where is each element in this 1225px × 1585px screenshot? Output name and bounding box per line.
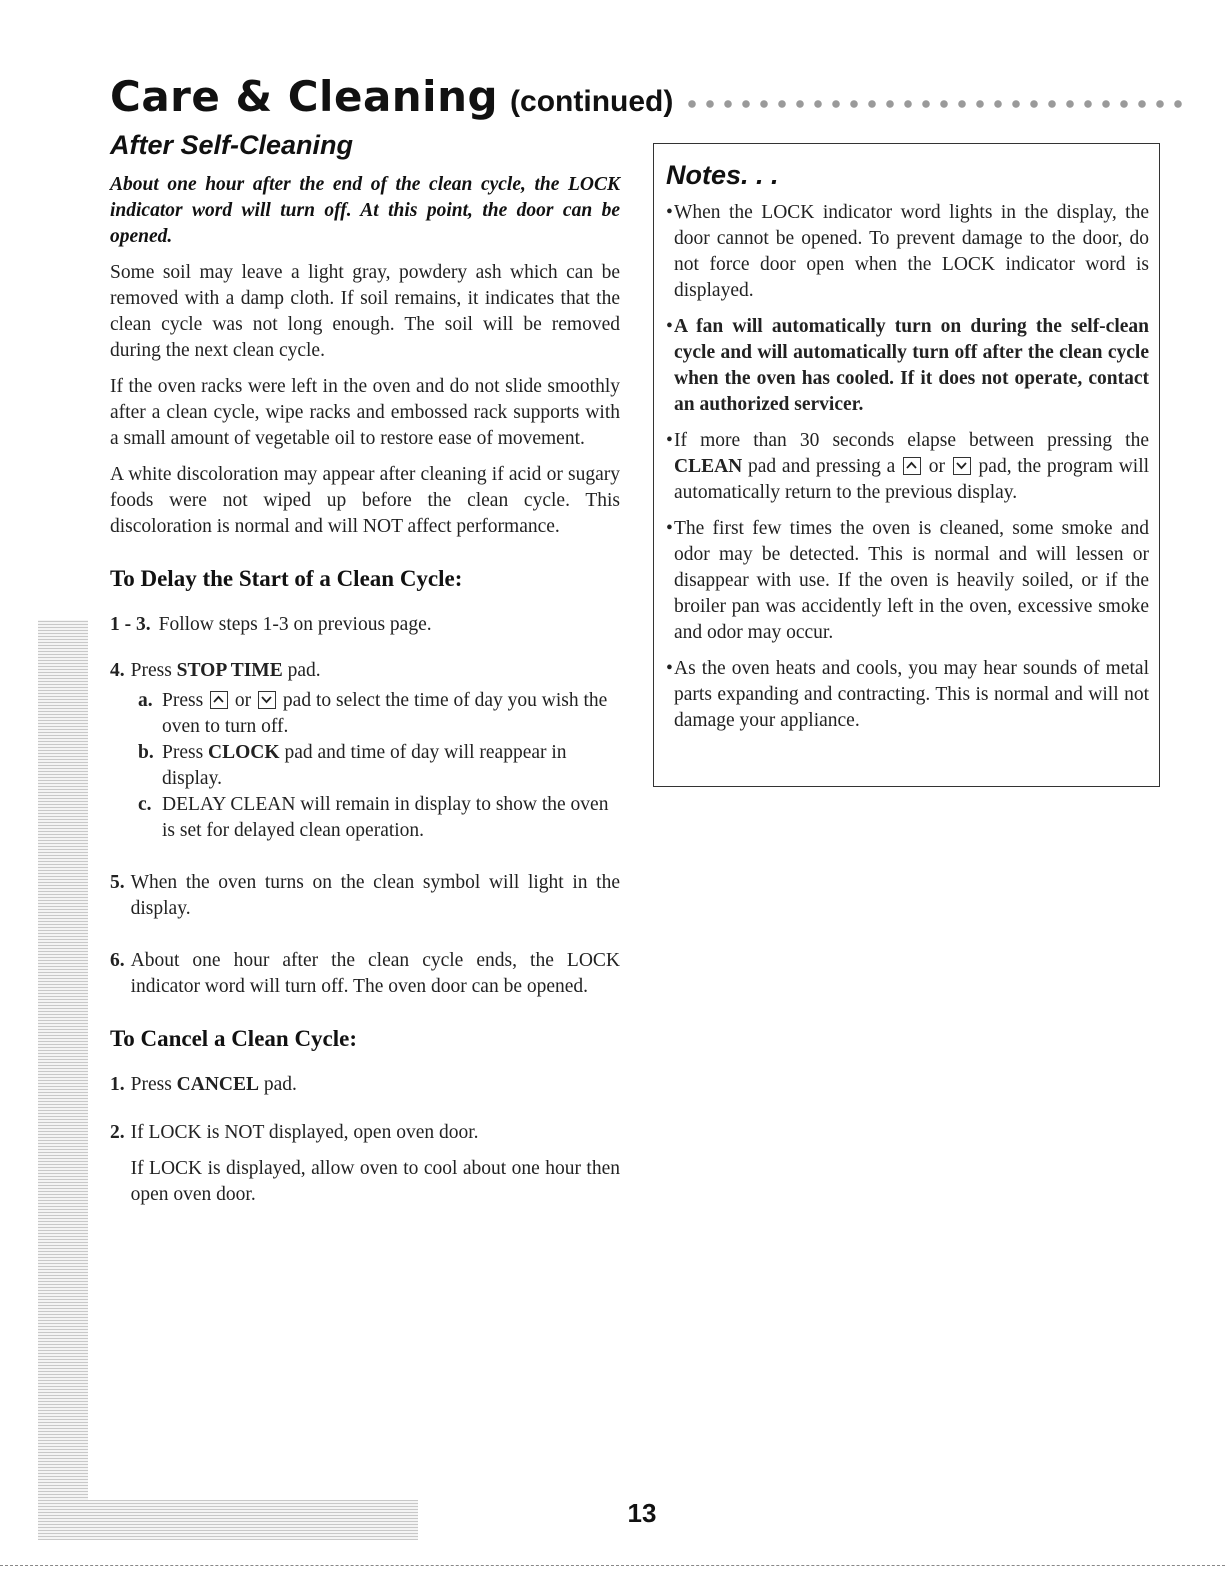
section-title-after-self-cleaning: After Self-Cleaning <box>110 130 354 160</box>
note-text-post: pad, the program will automatically return to the previous display. <box>674 456 1150 503</box>
chevron-up-icon <box>903 457 921 475</box>
decorative-side-strip <box>38 620 88 1540</box>
step-text: About one hour after the clean cycle ends, the LOCK indicator word will turn off. The oven door can be opened. <box>130 950 620 997</box>
step-text-post: pad. <box>282 660 321 681</box>
decorative-bottom-strip <box>38 1500 418 1540</box>
paragraph-racks: If the oven racks were left in the oven and do not slide smoothly after a clean cycle, wipe racks and embossed rack supports with a small amount of vegetable oil to restore ease of movement. <box>110 376 620 449</box>
substep-text-post: pad to select the time of day you wish the oven to turn off. <box>162 690 608 737</box>
bullet: • <box>666 518 673 539</box>
note-item <box>666 314 1149 418</box>
step-number: 1 - 3. <box>110 614 151 635</box>
stop-time-pad-label: STOP TIME <box>176 660 283 681</box>
bullet: • <box>666 658 673 679</box>
title-dot-leader <box>683 98 1190 110</box>
note-item <box>666 428 1149 506</box>
substep-letter: b. <box>138 742 154 763</box>
step-text <box>131 658 620 684</box>
section-title-delay-clean: To Delay the Start of a Clean Cycle: <box>110 566 463 591</box>
note-text-mid: pad and pressing a <box>742 456 896 477</box>
note-text-pre: If more than 30 seconds elapse between pressing the <box>674 430 1149 451</box>
chevron-up-icon <box>210 691 228 709</box>
note-item <box>666 516 1149 646</box>
notes-title: Notes. . . <box>666 160 779 190</box>
step-number: 2. <box>110 1122 125 1143</box>
clean-pad-label: CLEAN <box>674 456 743 477</box>
note-text <box>674 428 1149 506</box>
page-subtitle: (continued) <box>510 85 674 118</box>
step-number: 1. <box>110 1074 125 1095</box>
step-text <box>131 1072 620 1098</box>
step-text-post: pad. <box>259 1074 297 1095</box>
substep-text-or: or <box>234 690 252 711</box>
bullet: • <box>666 202 673 223</box>
substep-letter: a. <box>138 690 153 711</box>
lead-paragraph: About one hour after the end of the clean cycle, the LOCK indicator word will turn off. At this point, the door can be opened. <box>110 174 620 247</box>
note-item <box>666 656 1149 734</box>
step-text-line: If LOCK is NOT displayed, open oven door. <box>130 1122 479 1143</box>
step-5 <box>110 870 620 922</box>
paragraph-ash: Some soil may leave a light gray, powdery ash which can be removed with a damp cloth. If soil remains, it indicates that the clean cycle was not long enough. The soil will be removed during the next clean cycle. <box>110 262 620 361</box>
note-text: A fan will automatically turn on during the self-clean cycle and will automatically turn off after the clean cycle when the oven has cooled. If it does not operate, contact an authorized servicer. <box>674 316 1149 415</box>
substep-text-post: pad and time of day will reappear in display. <box>162 742 567 789</box>
step-text-pre: Press <box>130 660 177 681</box>
substep-b <box>138 740 620 792</box>
substep-text: DELAY CLEAN will remain in display to show the oven is set for delayed clean operation. <box>162 794 609 841</box>
cancel-step-2 <box>110 1120 620 1208</box>
paragraph-discoloration: A white discoloration may appear after cleaning if acid or sugary foods were not wiped up before the clean cycle. This discoloration is normal and will NOT affect performance. <box>110 464 620 537</box>
note-text: The first few times the oven is cleaned, some smoke and odor may be detected. This is normal and will lessen or disappear with use. If the oven is heavily soiled, or if the broiler pan was accidently left in the oven, excessive smoke and odor may occur. <box>674 518 1149 643</box>
note-text: As the oven heats and cools, you may hear sounds of metal parts expanding and contracting. This is normal and will not damage your appliance. <box>674 658 1149 731</box>
left-column <box>110 132 620 1228</box>
clock-pad-label: CLOCK <box>208 742 280 763</box>
step-1-3 <box>110 612 620 638</box>
bullet: • <box>666 316 673 337</box>
note-text: When the LOCK indicator word lights in the display, the door cannot be opened. To prevent damage to the door, do not force door open when the LOCK indicator word is displayed. <box>674 202 1149 301</box>
step-number: 6. <box>110 950 125 971</box>
cancel-step-1 <box>110 1072 620 1098</box>
section-title-cancel-clean: To Cancel a Clean Cycle: <box>110 1026 358 1051</box>
chevron-down-icon <box>258 691 276 709</box>
step-6 <box>110 948 620 1000</box>
step-text-line: If LOCK is displayed, allow oven to cool about one hour then open oven door. <box>130 1158 620 1205</box>
substep-c <box>138 792 620 844</box>
note-item <box>666 200 1149 304</box>
step-number: 5. <box>110 872 125 893</box>
page-title: Care & Cleaning <box>110 72 499 121</box>
bottom-divider <box>0 1565 1225 1566</box>
cancel-pad-label: CANCEL <box>176 1074 260 1095</box>
step-4 <box>110 658 620 684</box>
page-header <box>110 72 1190 122</box>
page-number: 13 <box>627 1498 657 1528</box>
chevron-down-icon <box>953 457 971 475</box>
substep-text-pre: Press <box>162 742 209 763</box>
notes-box <box>653 143 1160 787</box>
step-text: When the oven turns on the clean symbol will light in the display. <box>130 872 620 919</box>
substep-a <box>138 688 620 740</box>
step-4-substeps <box>138 688 620 844</box>
substep-text-pre: Press <box>162 690 204 711</box>
step-text <box>131 1120 620 1208</box>
substep-text <box>162 740 620 792</box>
substep-letter: c. <box>138 794 152 815</box>
step-text: Follow steps 1-3 on previous page. <box>158 614 432 635</box>
substep-text <box>162 688 620 740</box>
note-text-or: or <box>928 456 946 477</box>
step-number: 4. <box>110 660 125 681</box>
bullet: • <box>666 430 673 451</box>
step-text-pre: Press <box>130 1074 177 1095</box>
